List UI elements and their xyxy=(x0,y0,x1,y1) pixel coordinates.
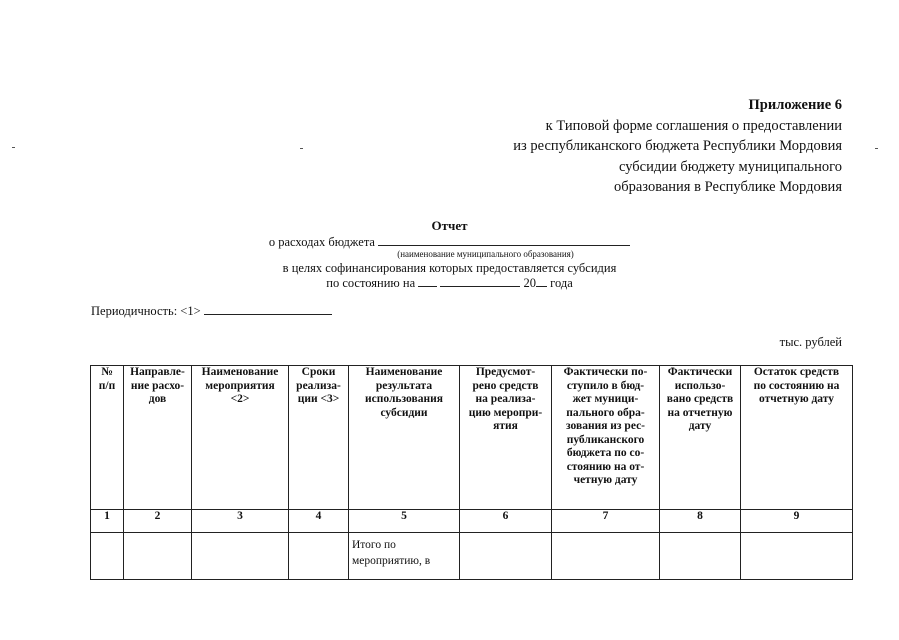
month-blank xyxy=(440,275,520,287)
appendix-line: к Типовой форме соглашения о предоставлении xyxy=(545,117,842,134)
table-cell xyxy=(741,533,853,580)
column-number: 1 xyxy=(91,510,124,533)
appendix-line: из республиканского бюджета Республики Мордовия xyxy=(513,138,842,154)
table-header-cell: Наименование результата использования субсидии xyxy=(349,366,460,510)
table-header-cell: Остаток средств по состоянию на отчетную дату xyxy=(741,366,853,510)
column-number: 5 xyxy=(349,510,460,533)
day-blank xyxy=(418,275,437,287)
table-row xyxy=(91,533,853,580)
scan-speck xyxy=(12,147,15,148)
report-line-budget xyxy=(0,234,899,250)
year-blank xyxy=(536,275,547,287)
table-cell-total-label: Итого по мероприятию, в xyxy=(349,533,460,580)
column-number: 7 xyxy=(552,510,660,533)
table-cell xyxy=(460,533,552,580)
date-label: по состоянию на xyxy=(326,276,416,290)
appendix-block xyxy=(513,95,842,198)
column-number: 3 xyxy=(192,510,289,533)
table-number-row xyxy=(91,510,853,533)
table-cell xyxy=(660,533,741,580)
report-title: Отчет xyxy=(431,218,468,233)
scan-speck xyxy=(300,148,303,149)
table-header-cell: Фактически использо- вано средств на отчетную дату xyxy=(660,366,741,510)
report-line-date xyxy=(0,275,899,291)
scan-speck xyxy=(875,148,878,149)
report-line-purpose: в целях софинансирования которых предоставляется субсидия xyxy=(282,261,617,275)
year-prefix: 20 xyxy=(523,276,536,290)
table-header-cell: Направле- ние расхо- дов xyxy=(124,366,192,510)
periodicity-line xyxy=(91,303,332,319)
table-cell xyxy=(552,533,660,580)
municipality-blank xyxy=(378,234,630,246)
appendix-line: образования в Республике Мордовия xyxy=(613,179,842,195)
column-number: 4 xyxy=(289,510,349,533)
table-header-cell: Фактически по- ступило в бюд- жет муници- пального обра- зования из рес- публиканского бюджета по со- стоянию на от- четную дату xyxy=(552,366,660,510)
municipality-caption: (наименование муниципального образования) xyxy=(397,249,574,259)
table-cell xyxy=(91,533,124,580)
table-cell xyxy=(192,533,289,580)
table-header-row xyxy=(91,366,853,510)
units-label: тыс. рублей xyxy=(779,335,842,349)
table-header-cell: № п/п xyxy=(91,366,124,510)
table-cell xyxy=(289,533,349,580)
year-suffix: года xyxy=(550,276,573,290)
report-table xyxy=(90,365,853,580)
table-header-cell: Сроки реализа- ции <3> xyxy=(289,366,349,510)
column-number: 9 xyxy=(741,510,853,533)
periodicity-blank xyxy=(204,303,332,315)
column-number: 2 xyxy=(124,510,192,533)
table-header-cell: Предусмот- рено средств на реализа- цию меропри- ятия xyxy=(460,366,552,510)
column-number: 6 xyxy=(460,510,552,533)
periodicity-label: Периодичность: <1> xyxy=(91,304,201,318)
appendix-line: субсидии бюджету муниципального xyxy=(618,158,842,175)
budget-label: о расходах бюджета xyxy=(268,235,375,249)
column-number: 8 xyxy=(660,510,741,533)
table-header-cell: Наименование мероприятия <2> xyxy=(192,366,289,510)
table-cell xyxy=(124,533,192,580)
appendix-title: Приложение 6 xyxy=(748,97,842,113)
